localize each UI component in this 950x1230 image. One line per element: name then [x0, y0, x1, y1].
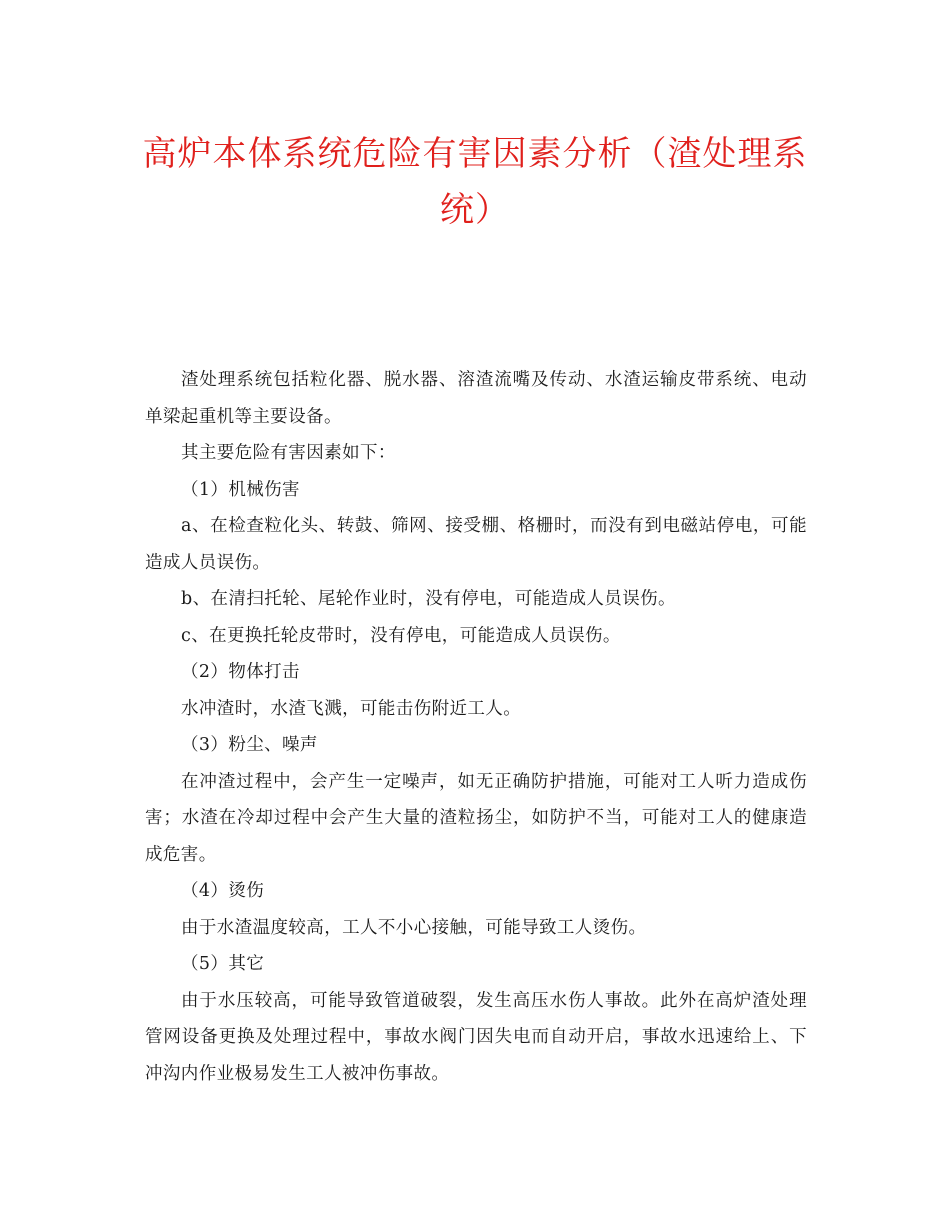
paragraph-item-c: c、在更换托轮皮带时，没有停电，可能造成人员误伤。 — [181, 625, 621, 646]
paragraph-item-b: b、在清扫托轮、尾轮作业时，没有停电，可能造成人员误伤。 — [181, 589, 676, 609]
paragraph-item-a: a、在检查粒化头、转鼓、筛网、接受棚、格栅时，而没有到电磁站停电，可能造成人员误伤。 — [145, 516, 807, 573]
paragraph-main-hazards: 其主要危险有害因素如下： — [181, 443, 396, 463]
heading-object-strike: （2）物体打击 — [181, 662, 300, 682]
paragraph-object-strike: 水冲渣时，水渣飞溅，可能击伤附近工人。 — [181, 698, 522, 719]
document-body — [145, 362, 807, 1092]
heading-dust-noise: （3）粉尘、噪声 — [181, 735, 318, 755]
paragraph-intro: 渣处理系统包括粒化器、脱水器、溶渣流嘴及传动、水渣运输皮带系统、电动单梁起重机等主要设备。 — [145, 370, 807, 427]
heading-scald: （4）烫伤 — [181, 881, 265, 901]
document-title: 高炉本体系统危险有害因素分析（渣处理系统） — [142, 134, 808, 230]
paragraph-scald: 由于水渣温度较高，工人不小心接触，可能导致工人烫伤。 — [181, 917, 647, 938]
paragraph-other: 由于水压较高，可能导致管道破裂，发生高压水伤人事故。此外在高炉渣处理管网设备更换及处理过程中，事故水阀门因失电而自动开启，事故水迅速给上、下冲沟内作业极易发生工人被冲伤事故。 — [145, 990, 807, 1084]
heading-other: （5）其它 — [181, 954, 265, 974]
paragraph-dust-noise: 在冲渣过程中，会产生一定噪声，如无正确防护措施，可能对工人听力造成伤害；水渣在冷却过程中会产生大量的渣粒扬尘，如防护不当，可能对工人的健康造成危害。 — [145, 771, 807, 865]
heading-mechanical-injury: （1）机械伤害 — [181, 479, 300, 500]
